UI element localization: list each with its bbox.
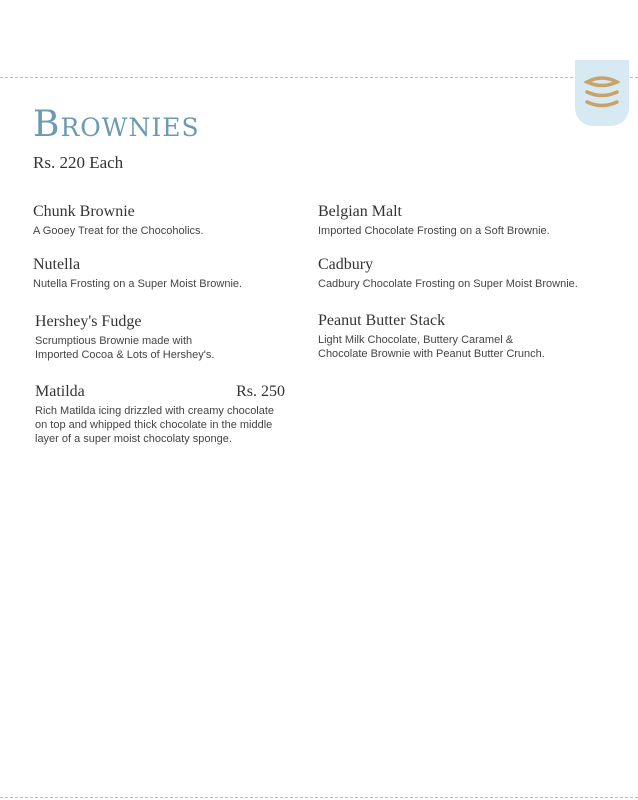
bottom-dashed-divider xyxy=(0,797,638,798)
item-description: A Gooey Treat for the Chocoholics. xyxy=(33,225,204,237)
section-tab xyxy=(575,60,629,126)
item-name: Peanut Butter Stack xyxy=(318,312,446,329)
item-name: Nutella xyxy=(33,256,81,273)
item-description-line: Chocolate Brownie with Peanut Butter Crunch. xyxy=(318,348,545,360)
item-name: Chunk Brownie xyxy=(33,203,135,220)
item-description-line: Scrumptious Brownie made with xyxy=(35,335,193,347)
menu-item xyxy=(318,312,618,361)
item-description: Imported Chocolate Frosting on a Soft Brownie. xyxy=(318,225,550,237)
item-description-line: Imported Cocoa & Lots of Hershey's. xyxy=(35,349,215,361)
item-name: Hershey's Fudge xyxy=(35,313,142,330)
item-description-line: Light Milk Chocolate, Buttery Caramel & xyxy=(318,334,514,346)
item-description-line: layer of a super moist chocolaty sponge. xyxy=(35,433,232,445)
item-name: Belgian Malt xyxy=(318,203,402,220)
item-description-line: Rich Matilda icing drizzled with creamy chocolate xyxy=(35,405,275,417)
menu-item xyxy=(33,256,293,291)
section-price-note: Rs. 220 Each xyxy=(33,153,124,172)
item-description: Cadbury Chocolate Frosting on Super Moist Brownie. xyxy=(318,278,578,290)
item-name: Matilda xyxy=(35,383,85,400)
item-description-line: on top and whipped thick chocolate in the middle xyxy=(35,419,273,431)
menu-item xyxy=(35,313,295,362)
section-title: Brownies xyxy=(33,104,200,145)
top-dashed-divider xyxy=(0,77,638,78)
menu-item xyxy=(33,203,293,238)
menu-item xyxy=(318,256,618,291)
stacked-brownies-icon xyxy=(584,74,620,112)
item-description: Nutella Frosting on a Super Moist Brownie. xyxy=(33,278,243,290)
menu-item xyxy=(318,203,618,238)
item-price: Rs. 250 xyxy=(236,383,285,400)
item-name: Cadbury xyxy=(318,256,374,273)
menu-item xyxy=(35,383,285,446)
